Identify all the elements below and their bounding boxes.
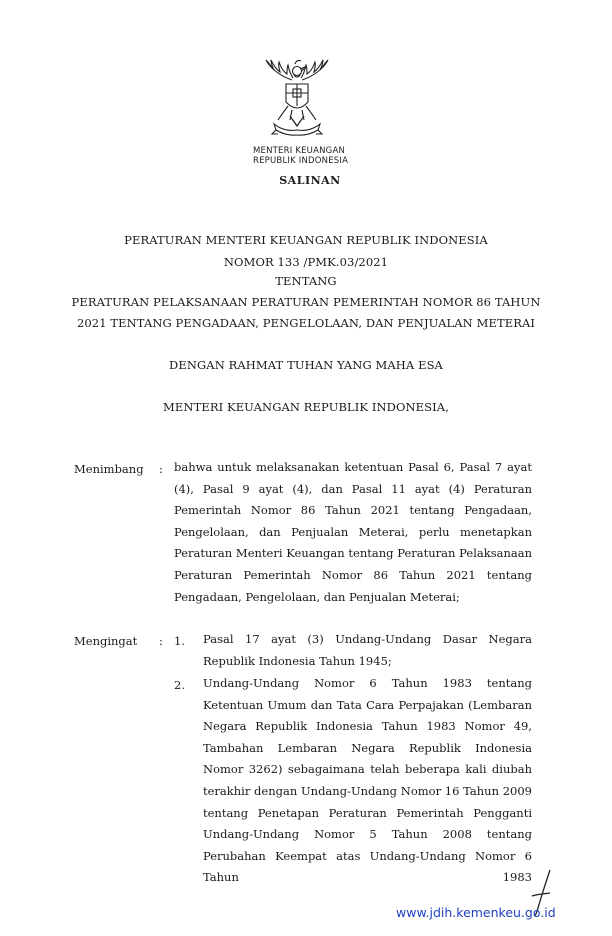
institution-line-2: REPUBLIK INDONESIA xyxy=(253,156,349,166)
mengingat-colon: : xyxy=(159,634,163,648)
mengingat-item-text: Undang-Undang Nomor 6 Tahun 1983 tentang Ketentuan Umum dan Tata Cara Perpajakan (Lembaran Negara Republik Indonesia Tahun 1983 Nomor 49, Tambahan Lembaran Negara Republik Indonesia Nomor 3262) sebagaimana telah beberapa kali diubah terakhir dengan Undang-Undang Nomor 16 Tahun 2009 tentang Penetapan Peraturan Pemerintah Pengganti Undang-Undang Nomor 5 Tahun 2008 tentang Perubahan Keempat atas Undang-Undang Nomor 6 Tahun 1983 xyxy=(203,676,532,885)
menimbang-label: Menimbang xyxy=(74,462,144,476)
regulation-title: PERATURAN MENTERI KEUANGAN REPUBLIK INDONESIA xyxy=(124,233,488,247)
blessing-line: DENGAN RAHMAT TUHAN YANG MAHA ESA xyxy=(169,358,443,372)
garuda-emblem-icon xyxy=(262,58,332,144)
footer-url-link[interactable]: www.jdih.kemenkeu.go.id xyxy=(396,905,556,920)
mengingat-item-number: 1. xyxy=(174,634,185,648)
copy-stamp: SALINAN xyxy=(279,174,341,187)
menimbang-colon: : xyxy=(159,462,163,476)
institution-name xyxy=(253,146,348,166)
mengingat-item-number: 2. xyxy=(174,678,185,692)
institution-line-1: MENTERI KEUANGAN xyxy=(253,146,346,156)
menimbang-text: bahwa untuk melaksanakan ketentuan Pasal 6, Pasal 7 ayat (4), Pasal 9 ayat (4), dan Pasal 11 ayat (4) Peraturan Pemerintah Nomor 86 Tahun 2021 tentang Pengadaan, Pengelolaan, dan Penjualan Meterai, perlu menetapkan Peraturan Menteri Keuangan tentang Peraturan Pelaksanaan Peraturan Pemerintah Nomor 86 Tahun 2021 tentang Pengadaan, Pengelolaan, dan Penjualan Meterai; xyxy=(174,460,532,604)
tentang-heading: TENTANG xyxy=(275,274,337,288)
mengingat-item-text: Pasal 17 ayat (3) Undang-Undang Dasar Negara Republik Indonesia Tahun 1945; xyxy=(203,632,532,668)
authority-line: MENTERI KEUANGAN REPUBLIK INDONESIA, xyxy=(163,400,449,414)
regulation-number: NOMOR 133 /PMK.03/2021 xyxy=(223,255,389,269)
regulation-subject-line-1: PERATURAN PELAKSANAAN PERATURAN PEMERINTAH NOMOR 86 TAHUN xyxy=(71,295,541,309)
mengingat-label: Mengingat xyxy=(74,634,138,648)
regulation-subject-line-2: 2021 TENTANG PENGADAAN, PENGELOLAAN, DAN PENJUALAN METERAI xyxy=(76,316,536,330)
